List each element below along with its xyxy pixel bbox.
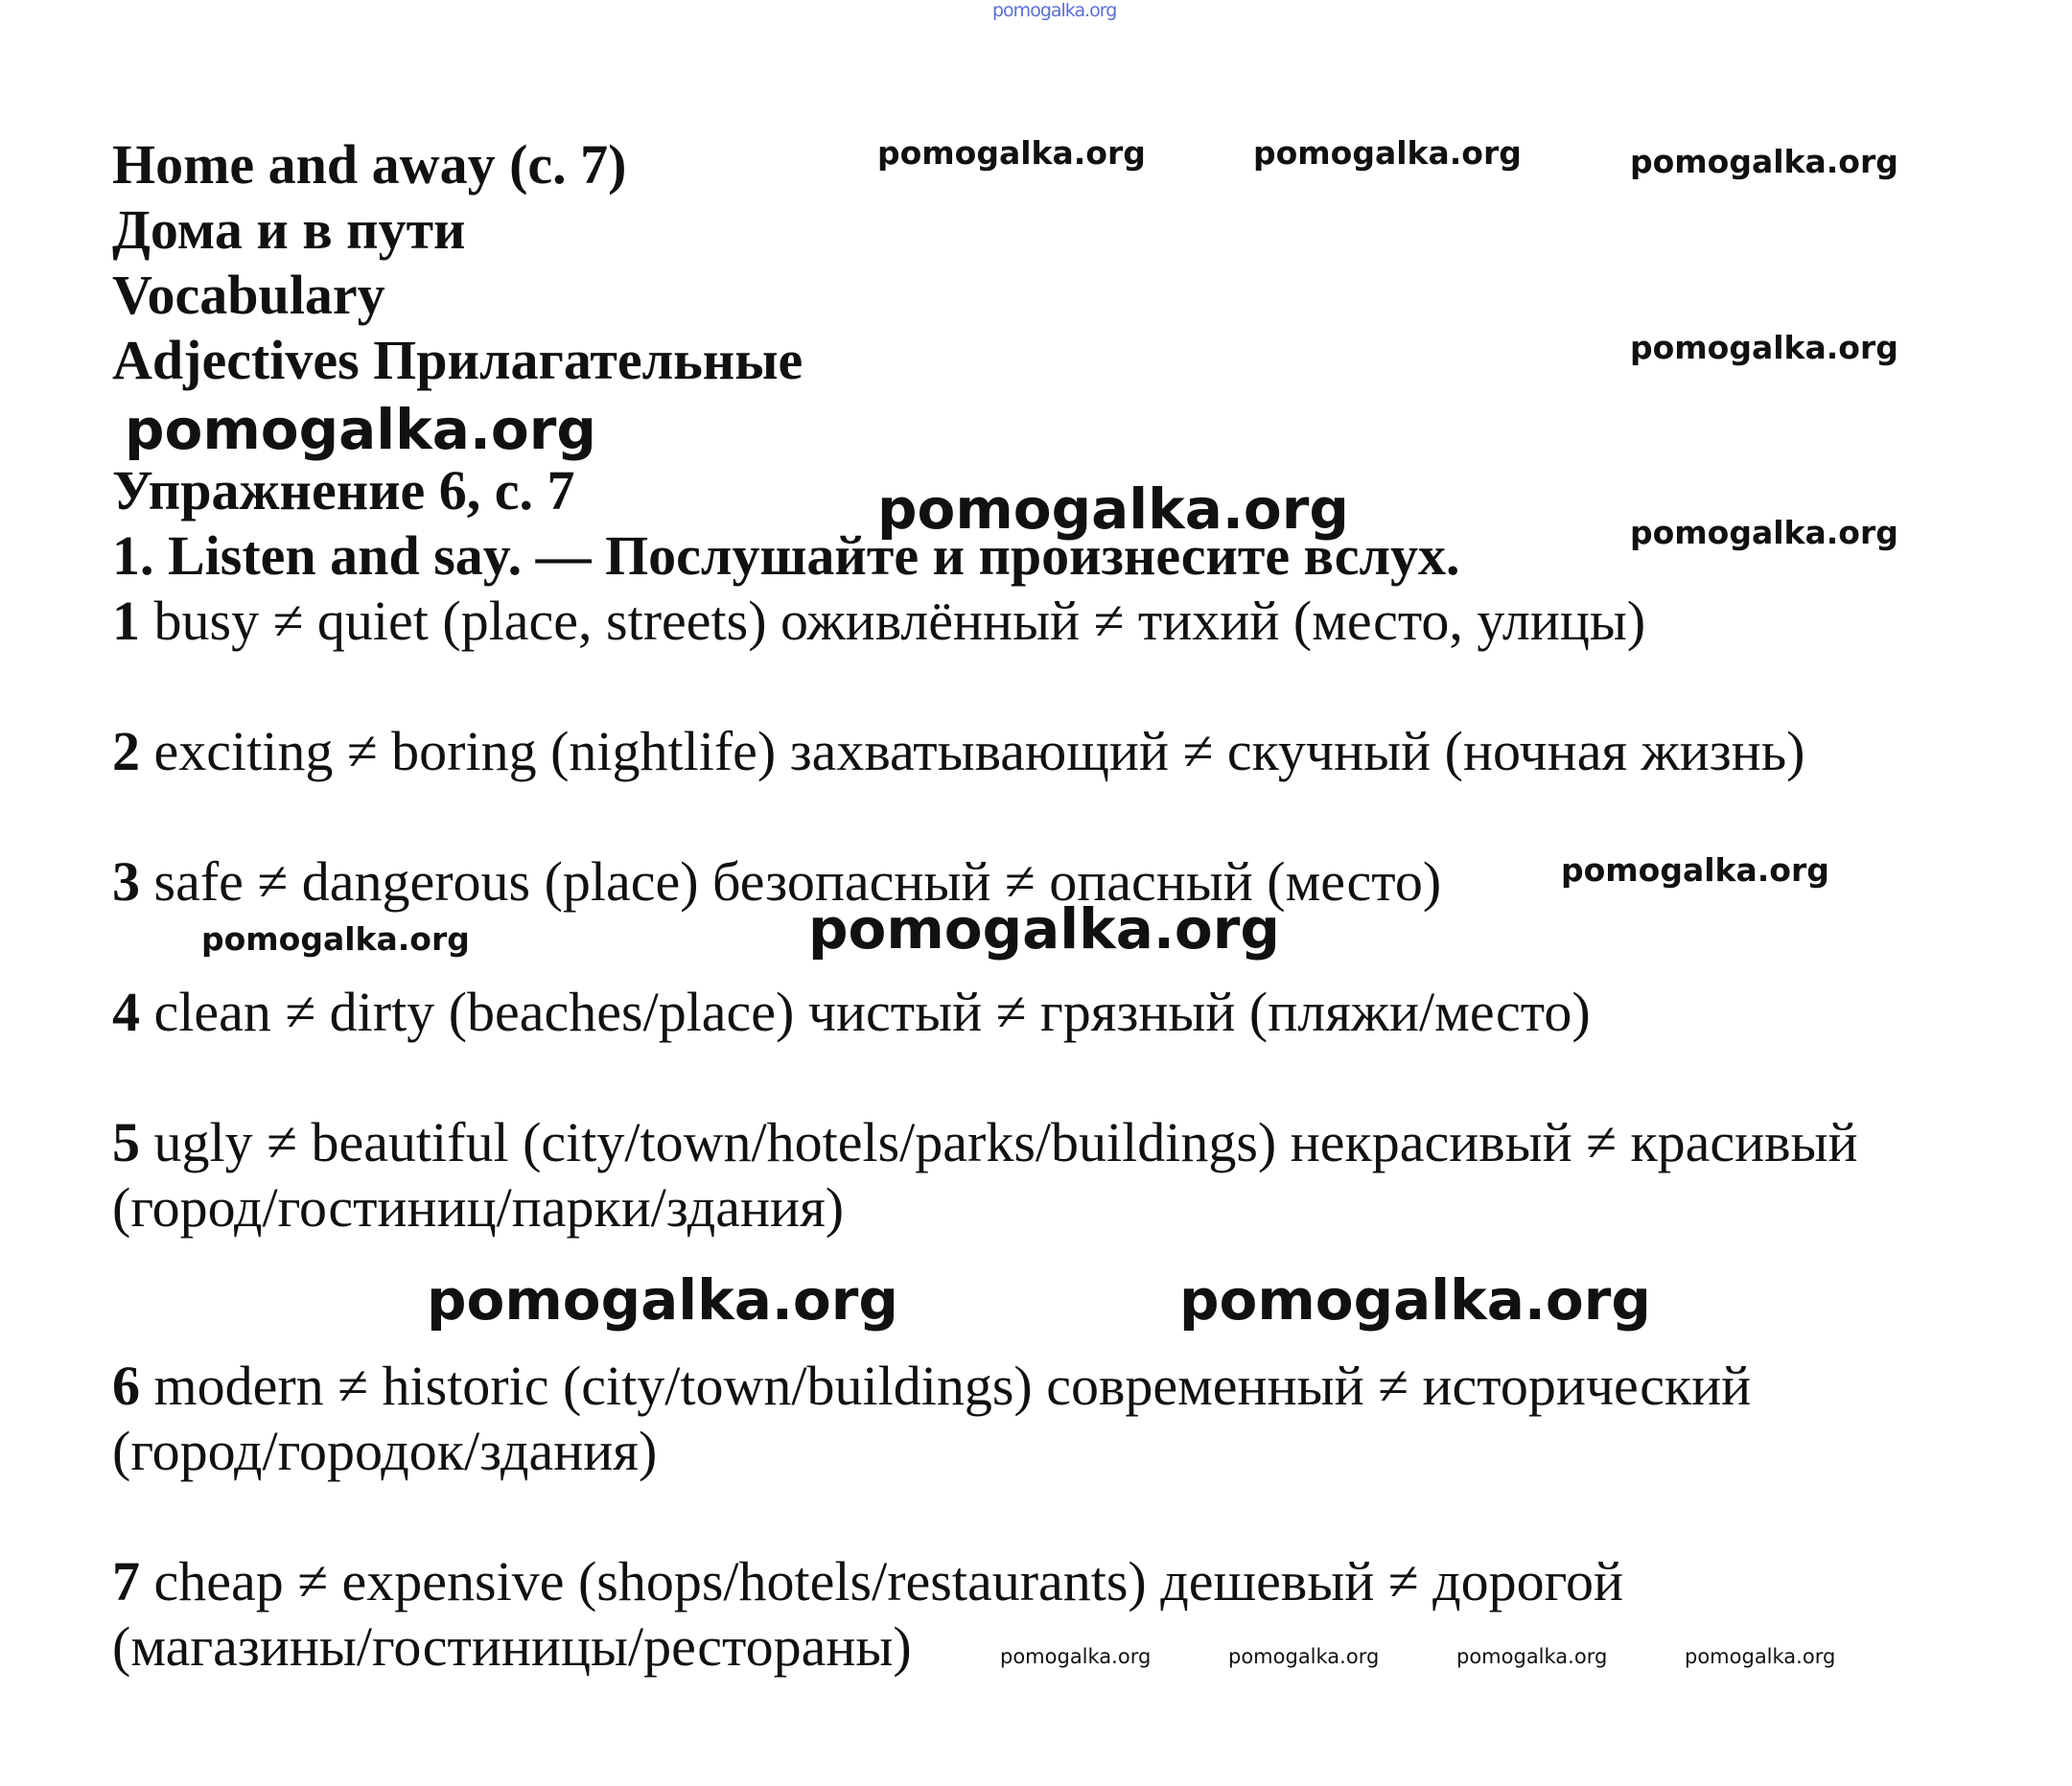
- watermark: pomogalka.org: [808, 896, 1280, 962]
- list-item: [112, 719, 1804, 784]
- exercise-heading: Упражнение 6, с. 7: [112, 459, 575, 522]
- watermark: pomogalka.org: [125, 397, 596, 462]
- list-item: [112, 849, 1441, 915]
- page-title: Home and away (с. 7): [112, 133, 627, 196]
- item-number: 4: [112, 981, 140, 1043]
- item-number: 3: [112, 850, 140, 913]
- item-number: 2: [112, 720, 140, 782]
- item-number: 6: [112, 1355, 140, 1417]
- list-item: [112, 1549, 1623, 1614]
- watermark: pomogalka.org: [877, 476, 1349, 542]
- list-item: [112, 1110, 1858, 1175]
- watermark: pomogalka.org: [1228, 1645, 1380, 1668]
- list-item: [112, 589, 1645, 654]
- item-text: modern ≠ historic (city/town/buildings) современный ≠ исторический: [153, 1355, 1752, 1417]
- item-number: 1: [112, 590, 140, 652]
- exercise-instruction: 1. Listen and say. — Послушайте и произнесите вслух.: [112, 524, 1460, 587]
- list-item: [112, 1354, 1751, 1419]
- watermark: pomogalka.org: [1179, 1267, 1651, 1333]
- watermark: pomogalka.org: [1000, 1645, 1152, 1668]
- item-continuation: (магазины/гостиницы/рестораны): [112, 1615, 912, 1678]
- watermark-top-link[interactable]: pomogalka.org: [992, 0, 1117, 21]
- item-continuation: (город/городок/здания): [112, 1420, 658, 1482]
- watermark: pomogalka.org: [1561, 851, 1829, 889]
- item-text: clean ≠ dirty (beaches/place) чистый ≠ грязный (пляжи/место): [153, 981, 1591, 1043]
- topic-label: Adjectives Прилагательные: [112, 329, 803, 391]
- item-continuation: (город/гостиниц/парки/здания): [112, 1176, 845, 1239]
- watermark: pomogalka.org: [1685, 1645, 1836, 1668]
- watermark: pomogalka.org: [877, 134, 1146, 172]
- item-text: safe ≠ dangerous (place) безопасный ≠ опасный (место): [153, 850, 1442, 913]
- item-number: 7: [112, 1550, 140, 1612]
- section-label: Vocabulary: [112, 264, 385, 326]
- item-text: exciting ≠ boring (nightlife) захватывающий ≠ скучный (ночная жизнь): [153, 720, 1805, 782]
- item-text: busy ≠ quiet (place, streets) оживлённый ≠ тихий (место, улицы): [153, 590, 1646, 652]
- item-text: ugly ≠ beautiful (city/town/hotels/parks/buildings) некрасивый ≠ красивый: [153, 1111, 1858, 1173]
- watermark: pomogalka.org: [1456, 1645, 1608, 1668]
- watermark: pomogalka.org: [201, 920, 470, 958]
- page-subtitle: Дома и в пути: [112, 198, 466, 261]
- item-text: cheap ≠ expensive (shops/hotels/restaurants) дешевый ≠ дорогой: [153, 1550, 1624, 1612]
- item-number: 5: [112, 1111, 140, 1173]
- watermark: pomogalka.org: [1630, 514, 1898, 551]
- watermark: pomogalka.org: [427, 1267, 898, 1333]
- list-item: [112, 980, 1591, 1045]
- watermark: pomogalka.org: [1253, 134, 1522, 172]
- watermark: pomogalka.org: [1630, 329, 1898, 366]
- watermark: pomogalka.org: [1630, 143, 1898, 180]
